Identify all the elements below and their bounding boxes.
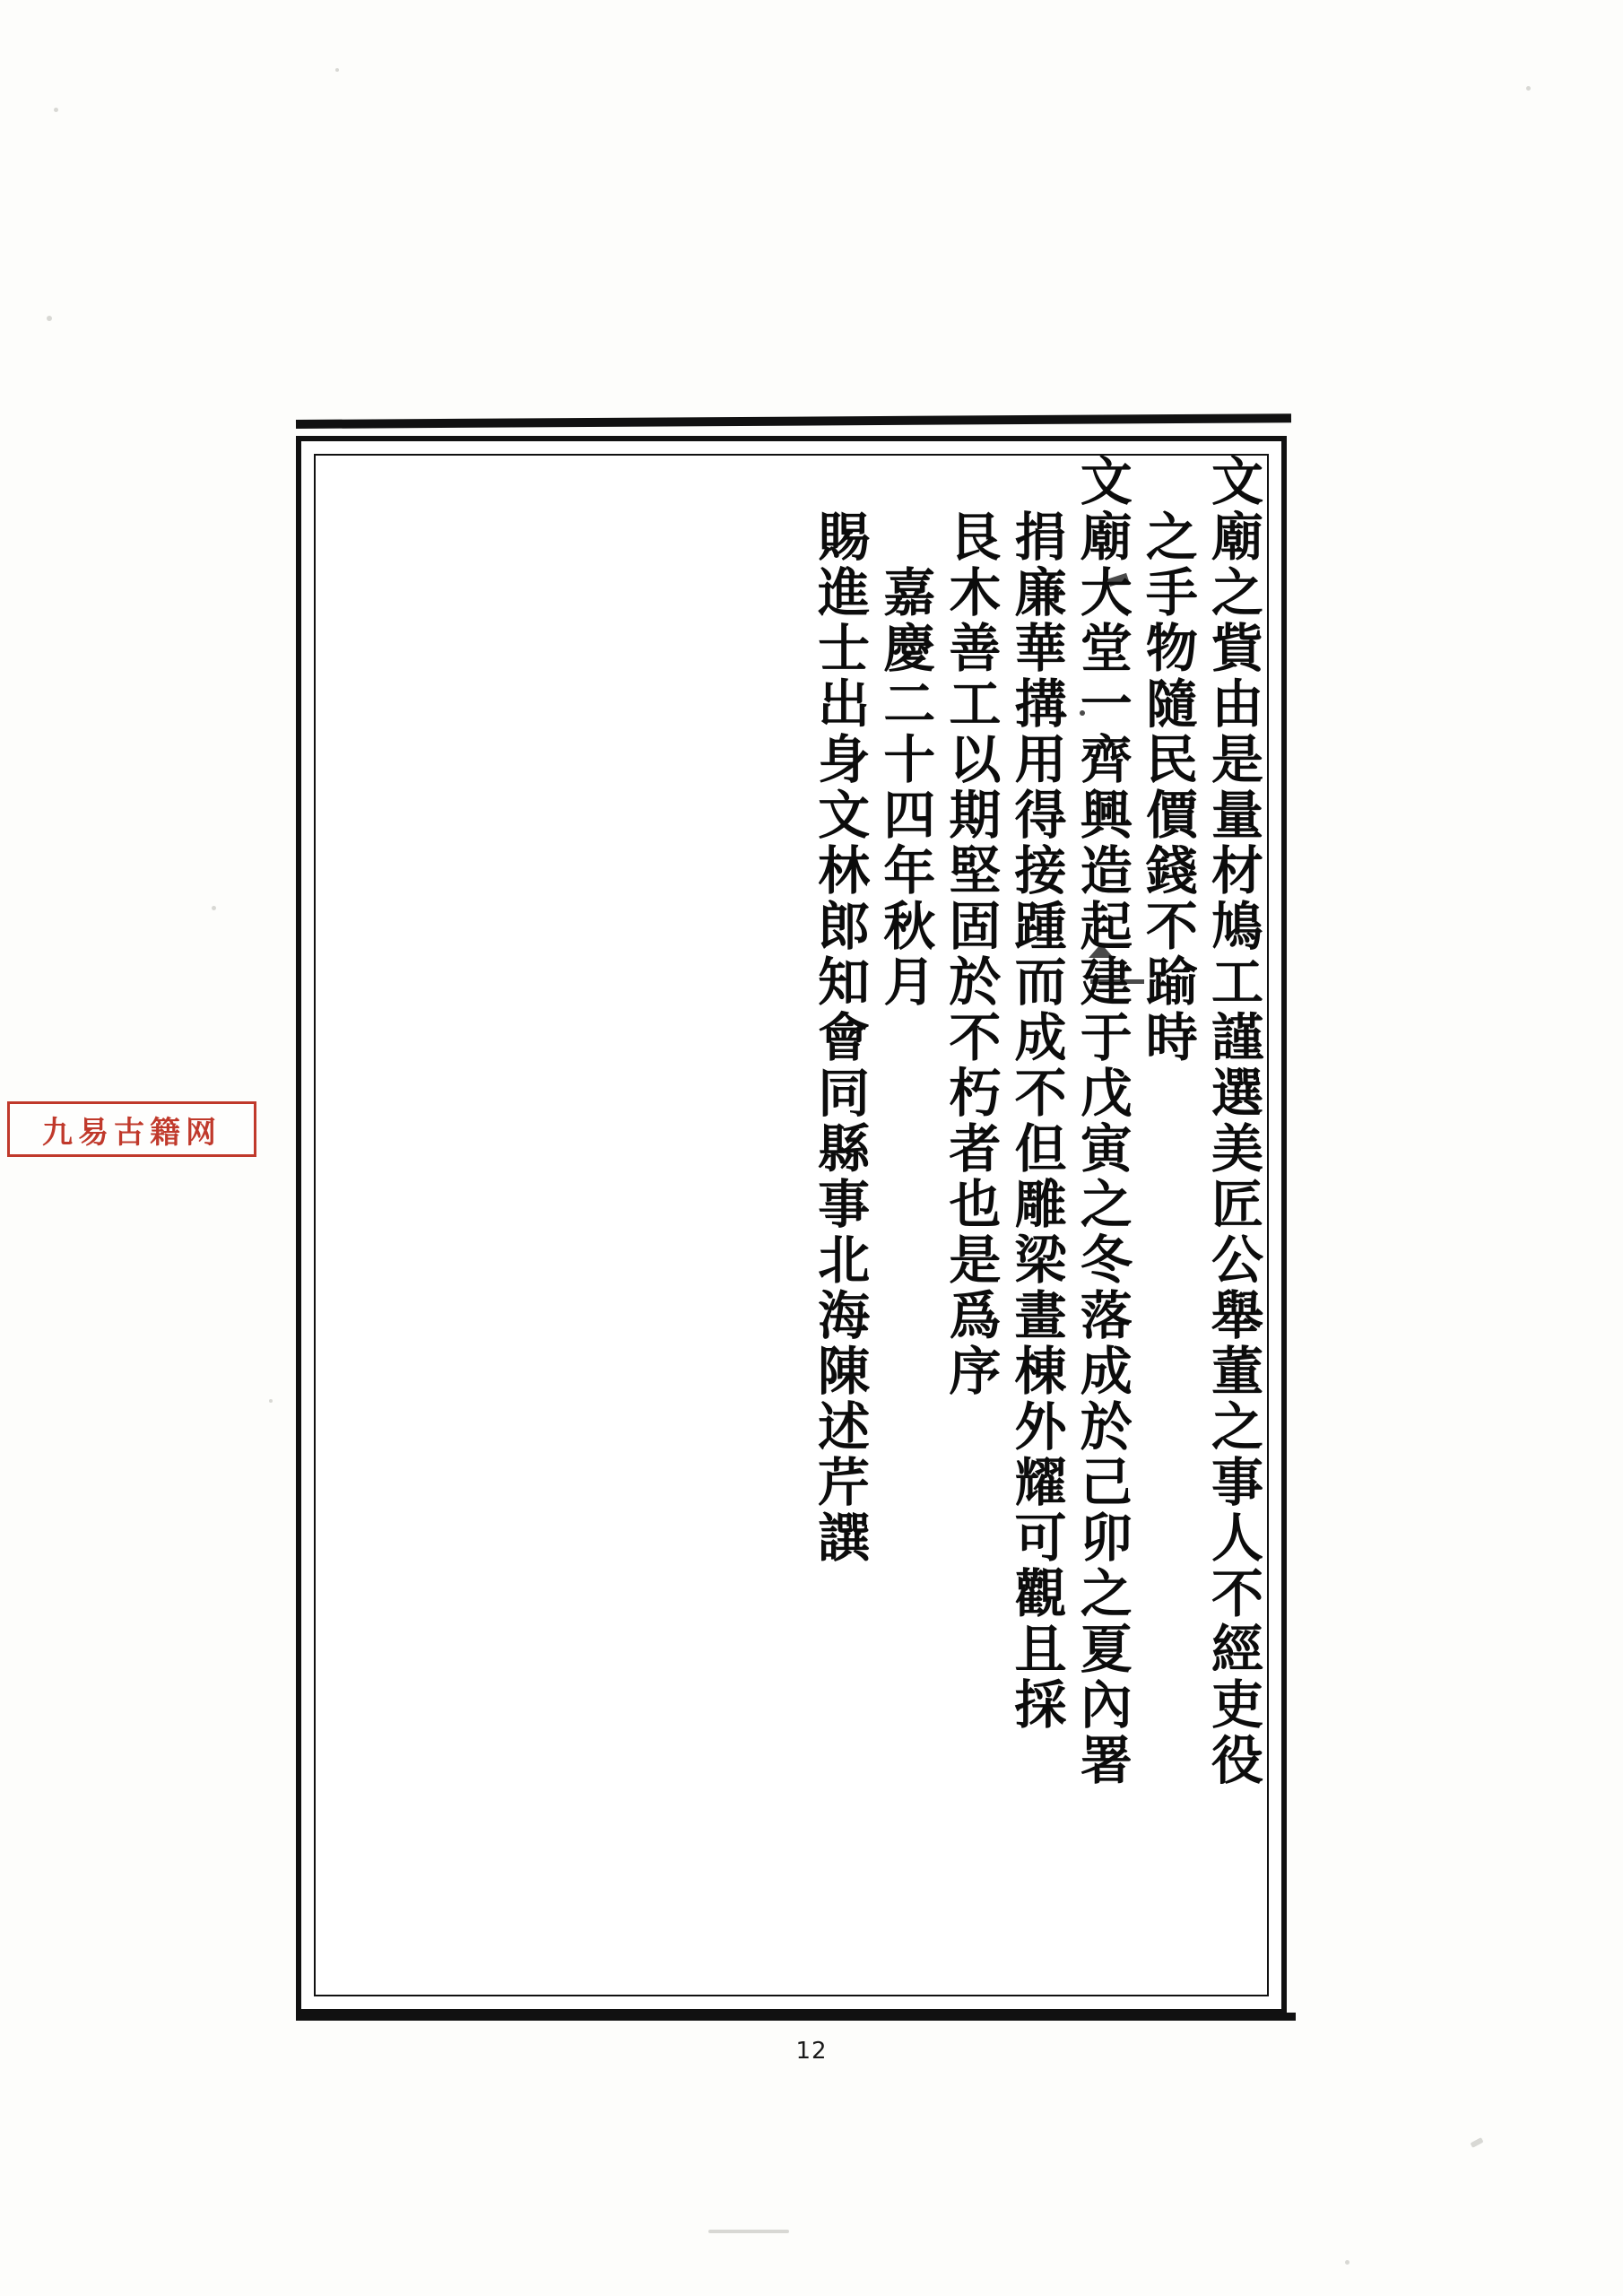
scan-speck bbox=[335, 68, 339, 72]
scan-speck bbox=[54, 108, 58, 112]
scan-speck bbox=[269, 1399, 273, 1403]
scan-speck bbox=[47, 316, 52, 321]
page-number: 12 bbox=[795, 2038, 828, 2065]
text-column: 嘉慶二十四年秋月 bbox=[874, 565, 936, 1010]
vertical-text-columns bbox=[319, 454, 1265, 1996]
scan-speck bbox=[212, 906, 216, 910]
site-watermark: 九易古籍网 bbox=[7, 1101, 256, 1157]
text-column: 艮木善工以期堅固於不朽者也是爲序 bbox=[940, 509, 1002, 1399]
scan-speck bbox=[1345, 2260, 1350, 2265]
scan-speck bbox=[708, 2230, 789, 2233]
text-column: 之手物隨民價錢不踰時 bbox=[1136, 509, 1198, 1065]
text-column: 賜進士出身文林郎知會同縣事北海陳述芹譔 bbox=[809, 509, 871, 1566]
text-column: 文廟大堂一齊興造起建于戊寅之冬落成於己卯之夏內署 bbox=[1071, 454, 1133, 1788]
text-column: 捐廉華搆用得接踵而成不但雕梁畫棟外耀可觀且採 bbox=[1005, 509, 1067, 1733]
text-column: 文廟之貲由是量材鳩工謹選美匠公舉董之事人不經吏役 bbox=[1202, 454, 1263, 1788]
frame-bottom-rule bbox=[296, 2013, 1296, 2021]
scan-speck bbox=[1526, 86, 1531, 91]
